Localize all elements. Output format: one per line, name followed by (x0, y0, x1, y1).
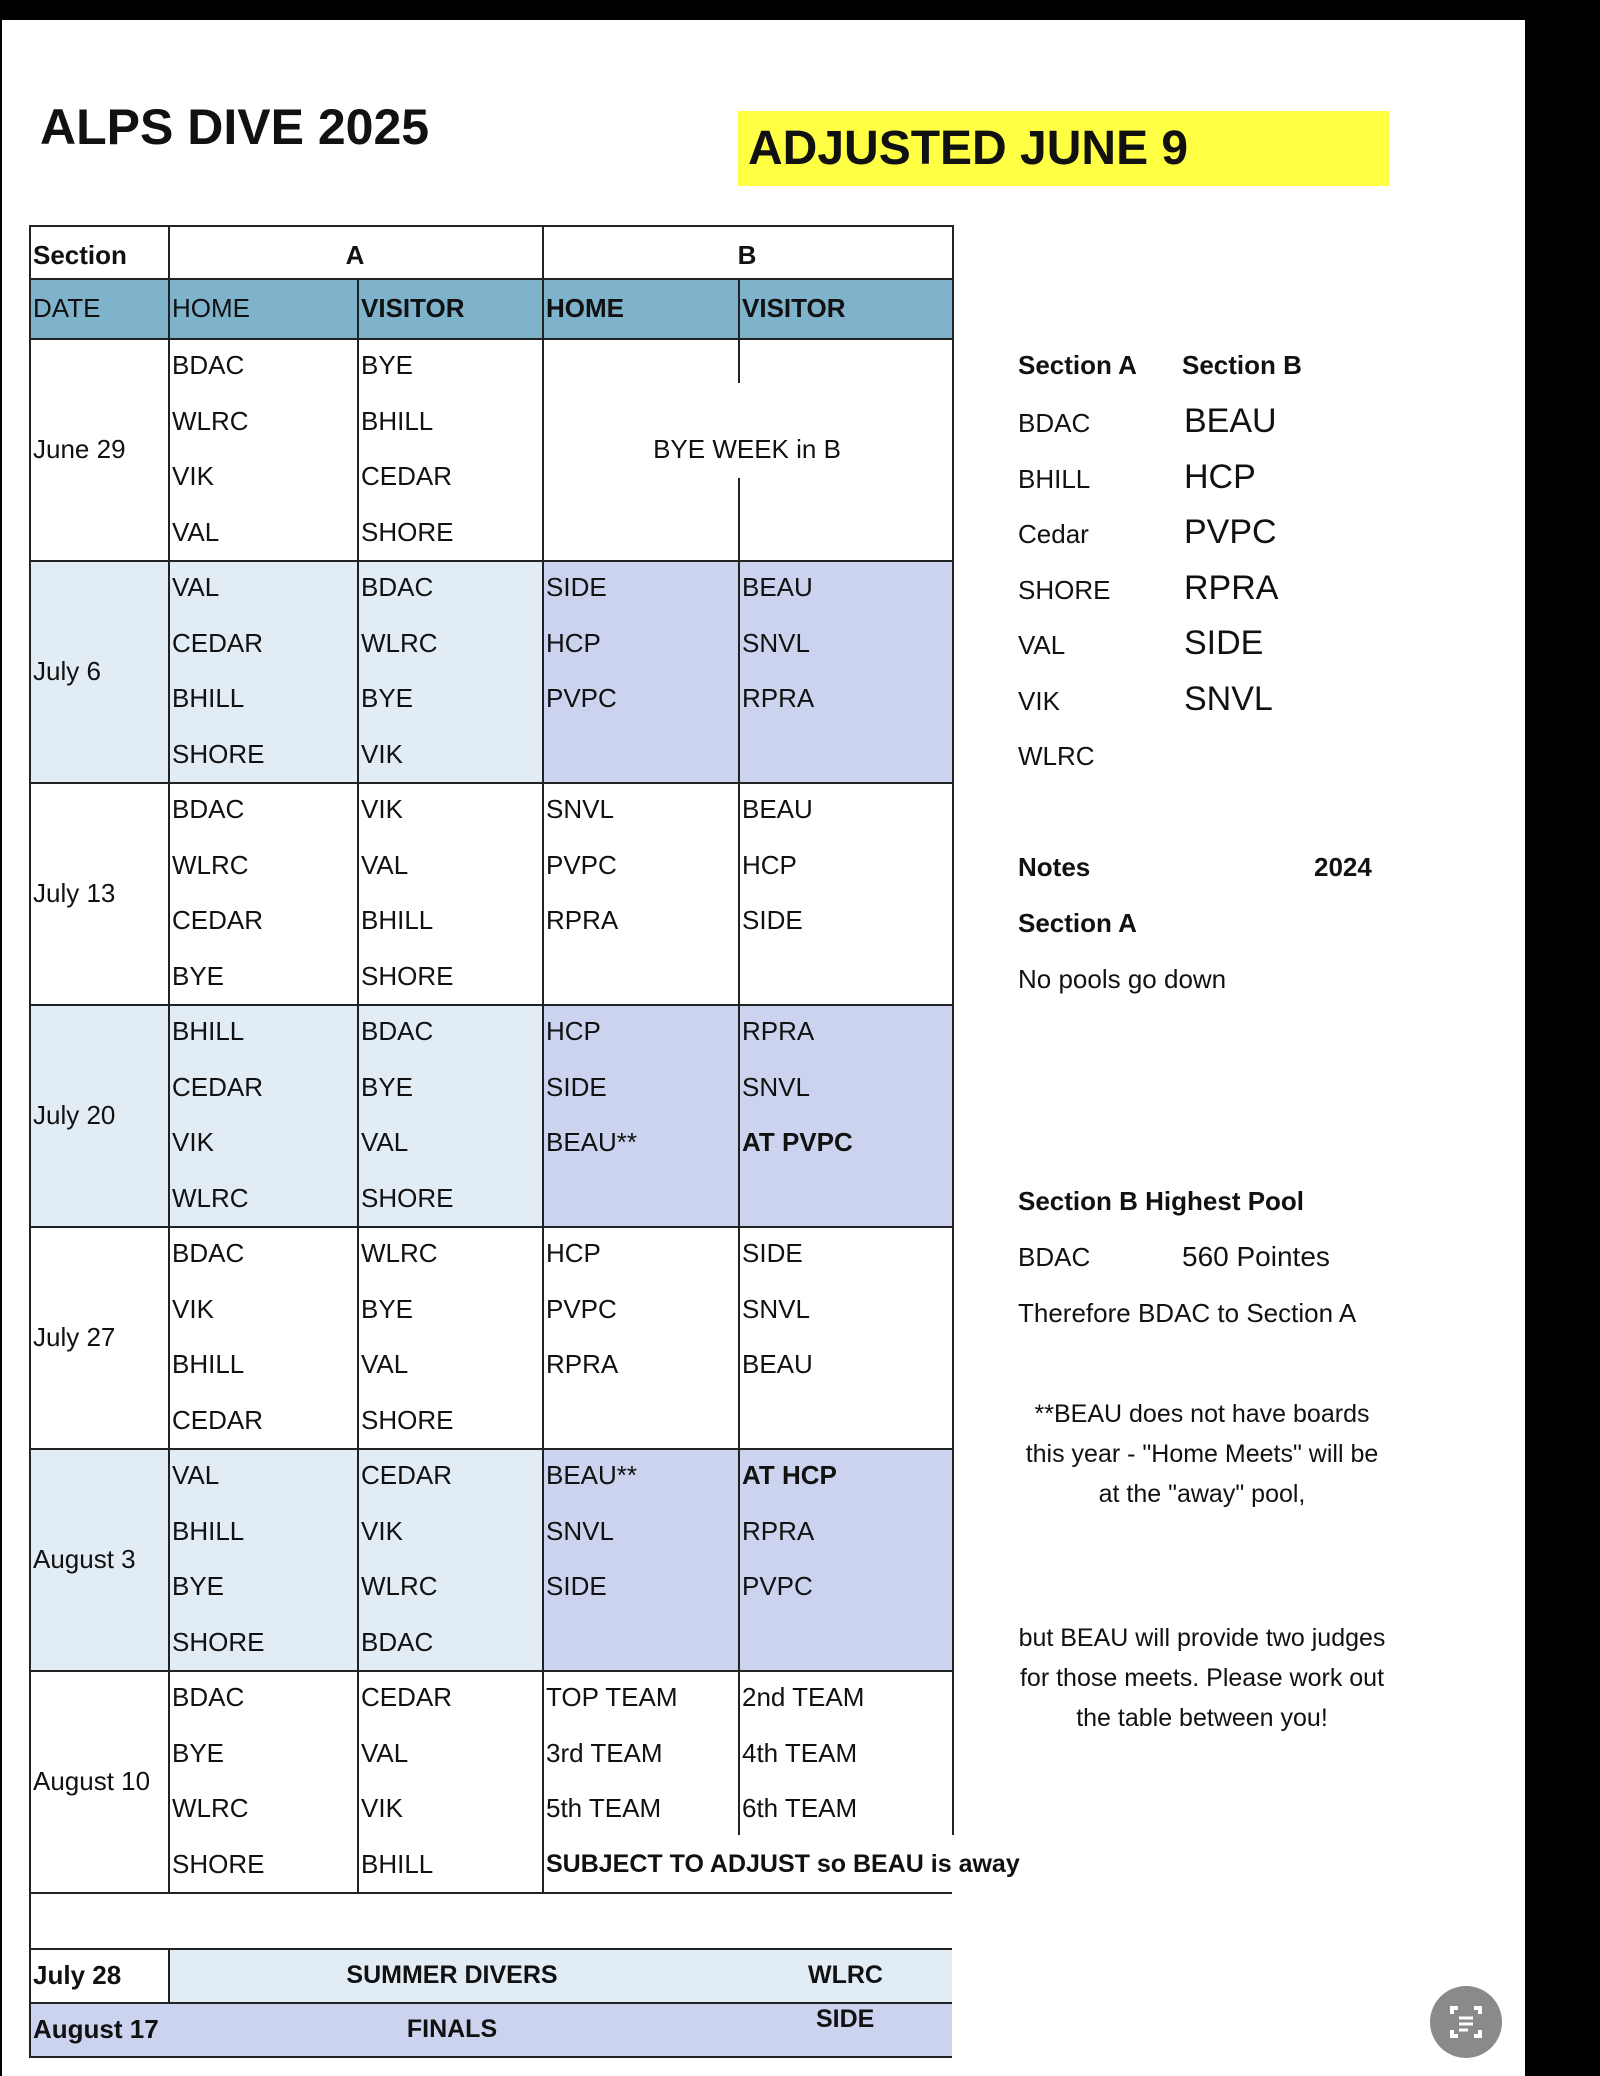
section-a-visitor-team: VIK (361, 739, 403, 769)
special-event-host: SIDE (816, 2005, 875, 2033)
document-title: ALPS DIVE 2025 (40, 99, 430, 155)
table-rule (168, 1948, 170, 2002)
section-b-visitor-team: BEAU (742, 1349, 813, 1379)
section-a-visitor-team: WLRC (361, 1571, 438, 1601)
section-a-pool: VAL (1018, 630, 1066, 660)
section-a-pool: Cedar (1018, 519, 1089, 549)
notes-section-a-label: Section A (1018, 908, 1137, 938)
section-b-visitor-team: HCP (742, 850, 797, 880)
section-a-shade (29, 560, 542, 782)
table-rule (738, 278, 740, 338)
visitor-column-header: VISITOR (361, 293, 465, 323)
section-b-visitor-team: SNVL (742, 1294, 810, 1324)
special-event-date: August 17 (33, 2014, 159, 2044)
notes-section-b-label: Section B Highest Pool (1018, 1186, 1305, 1216)
section-b-visitor-team: SNVL (742, 628, 810, 658)
section-a-home-team: SHORE (172, 739, 265, 769)
section-b-pool: HCP (1184, 457, 1256, 496)
section-b-home-team: SIDE (546, 1072, 607, 1102)
section-a-visitor-team: VAL (361, 850, 409, 880)
week-date: July 6 (33, 656, 101, 686)
section-b-home-team: RPRA (546, 1349, 619, 1379)
section-a-visitor-team: BYE (361, 1072, 414, 1102)
section-b-home-team: SIDE (546, 572, 607, 602)
section-b-pool: RPRA (1184, 568, 1279, 607)
section-a-home-team: VIK (172, 1294, 214, 1324)
section-b-home-team: SNVL (546, 794, 614, 824)
section-a-home-team: WLRC (172, 850, 249, 880)
adjusted-date-banner: ADJUSTED JUNE 9 (738, 111, 1389, 186)
section-b-visitor-team: 6th TEAM (742, 1793, 858, 1823)
week-date: August 3 (33, 1544, 136, 1574)
table-rule (29, 225, 31, 1892)
week-date: July 20 (33, 1100, 116, 1130)
table-rule (738, 478, 740, 560)
section-a-visitor-team: BDAC (361, 572, 434, 602)
section-a-pool: BDAC (1018, 408, 1091, 438)
section-b-pool: BEAU (1184, 402, 1277, 440)
special-event-name: FINALS (406, 2015, 498, 2043)
section-a-home-team: VAL (172, 1460, 220, 1490)
section-b-home-team: TOP TEAM (546, 1682, 678, 1712)
section-b-home-team: 3rd TEAM (546, 1738, 663, 1768)
section-a-home-team: BHILL (172, 1349, 245, 1379)
section-b-visitor-team: SIDE (742, 905, 803, 935)
section-a-home-team: BDAC (172, 1682, 245, 1712)
table-rule (29, 1892, 952, 1894)
week-date: June 29 (33, 434, 126, 464)
section-b-visitor-team: 4th TEAM (742, 1738, 858, 1768)
section-a-list-header: Section A (1018, 350, 1137, 380)
section-a-visitor-team: VIK (361, 1793, 403, 1823)
adjust-note: SUBJECT TO ADJUST so BEAU is away (546, 1850, 1020, 1878)
section-b-home-team: HCP (546, 1238, 601, 1268)
section-b-home-team: SIDE (546, 1571, 607, 1601)
section-b-list-header: Section B (1182, 350, 1302, 380)
highest-pool-name: BDAC (1018, 1242, 1091, 1272)
section-a-visitor-team: VAL (361, 1738, 409, 1768)
section-a-home-team: VAL (172, 517, 220, 547)
section-b-home-team: PVPC (546, 850, 617, 880)
table-rule (738, 338, 740, 383)
section-a-visitor-team: VIK (361, 1516, 403, 1546)
section-b-visitor-team: BEAU (742, 572, 813, 602)
section-a-visitor-team: SHORE (361, 961, 454, 991)
section-a-home-team: BHILL (172, 1016, 245, 1046)
table-rule (357, 278, 359, 1892)
home-column-header: HOME (546, 293, 624, 323)
section-a-visitor-team: VAL (361, 1349, 409, 1379)
section-b-visitor-team: RPRA (742, 683, 815, 713)
section-a-home-team: BYE (172, 1738, 225, 1768)
section-a-home-team: CEDAR (172, 905, 264, 935)
section-a-visitor-team: SHORE (361, 1405, 454, 1435)
section-a-visitor-team: BHILL (361, 406, 434, 436)
section-b-home-team: RPRA (546, 905, 619, 935)
date-column-header: DATE (33, 293, 101, 323)
visitor-column-header: VISITOR (742, 293, 846, 323)
section-header-label: Section (33, 240, 127, 270)
table-rule (29, 1892, 31, 2056)
table-rule (738, 560, 740, 1835)
section-a-visitor-team: CEDAR (361, 1682, 453, 1712)
section-a-visitor-team: CEDAR (361, 1460, 453, 1490)
section-b-visitor-team: RPRA (742, 1516, 815, 1546)
section-a-visitor-team: SHORE (361, 517, 454, 547)
section-b-visitor-team: SIDE (742, 1238, 803, 1268)
section-a-home-team: BHILL (172, 683, 245, 713)
section-b-visitor-team: PVPC (742, 1571, 813, 1601)
section-b-visitor-team: SNVL (742, 1072, 810, 1102)
table-rule (542, 225, 544, 1892)
section-a-home-team: CEDAR (172, 628, 264, 658)
week-date: August 10 (33, 1766, 151, 1796)
section-b-home-team: SNVL (546, 1516, 614, 1546)
section-a-home-team: BYE (172, 1571, 225, 1601)
notes-year: 2024 (1314, 852, 1372, 882)
scan-text-icon (1430, 1986, 1502, 2058)
section-a-visitor-team: WLRC (361, 1238, 438, 1268)
section-a-pool: BHILL (1018, 463, 1091, 494)
section-a-home-team: VIK (172, 461, 214, 491)
scan-text-button[interactable] (1430, 1986, 1502, 2058)
section-b-home-team: BEAU** (546, 1460, 638, 1490)
section-b-pool: SNVL (1184, 679, 1273, 718)
table-rule (29, 2002, 952, 2004)
beau-note-judges: but BEAU will provide two judges for those meets. Please work out the table between you! (1018, 1624, 1386, 1732)
section-a-visitor-team: CEDAR (361, 461, 453, 491)
section-b-pool: PVPC (1184, 513, 1277, 551)
section-a-home-team: BDAC (172, 794, 245, 824)
section-a-visitor-team: BYE (361, 350, 414, 380)
section-a-visitor-team: BDAC (361, 1627, 434, 1657)
section-a-home-team: SHORE (172, 1627, 265, 1657)
special-event-name: SUMMER DIVERS (346, 1961, 558, 1989)
notes-label: Notes (1018, 852, 1091, 882)
special-event-date: July 28 (33, 1960, 122, 1990)
section-a-home-team: WLRC (172, 1793, 249, 1823)
section-a-header: A (345, 240, 365, 270)
section-b-visitor-team: RPRA (742, 1016, 815, 1046)
table-rule (168, 225, 170, 1892)
highest-pool-points: 560 Pointes (1182, 1241, 1330, 1272)
section-a-visitor-team: VIK (361, 794, 403, 824)
section-a-home-team: VAL (172, 572, 220, 602)
section-b-visitor-team: BEAU (742, 794, 813, 824)
notes-section-a-text: No pools go down (1018, 964, 1227, 994)
week-date: July 27 (33, 1322, 116, 1352)
table-rule (952, 225, 954, 1835)
section-a-home-team: SHORE (172, 1849, 265, 1879)
section-a-pool: WLRC (1018, 741, 1095, 771)
section-b-home-team: PVPC (546, 1294, 617, 1324)
section-a-visitor-team: BHILL (361, 1849, 434, 1879)
section-b-visitor-team: AT HCP (742, 1460, 837, 1490)
section-a-home-team: BDAC (172, 1238, 245, 1268)
section-a-pool: VIK (1018, 685, 1060, 716)
section-b-pool: SIDE (1184, 624, 1264, 662)
beau-note: **BEAU does not have boards this year - "Home Meets" will be at the "away" pool, (1025, 1400, 1379, 1508)
section-a-visitor-team: SHORE (361, 1183, 454, 1213)
section-a-home-team: VIK (172, 1127, 214, 1157)
section-b-home-team: 5th TEAM (546, 1793, 662, 1823)
section-a-visitor-team: VAL (361, 1127, 409, 1157)
week-date: July 13 (33, 878, 116, 908)
section-a-visitor-team: BHILL (361, 905, 434, 935)
section-a-home-team: BDAC (172, 350, 245, 380)
section-a-visitor-team: WLRC (361, 628, 438, 658)
section-a-home-team: WLRC (172, 1183, 249, 1213)
section-b-header: B (737, 240, 757, 270)
section-b-home-team: HCP (546, 628, 601, 658)
special-event-host: WLRC (808, 1961, 883, 1989)
document-page (2, 20, 1525, 2076)
table-rule (29, 2056, 952, 2058)
section-a-home-team: CEDAR (172, 1072, 264, 1102)
section-a-visitor-team: BYE (361, 683, 414, 713)
section-b-home-team: BEAU** (546, 1127, 638, 1157)
section-a-home-team: WLRC (172, 406, 249, 436)
section-a-pool: SHORE (1018, 574, 1111, 605)
section-b-visitor-team: AT PVPC (742, 1127, 853, 1157)
section-b-visitor-team: 2nd TEAM (742, 1682, 865, 1712)
home-column-header: HOME (172, 293, 250, 323)
section-b-home-team: PVPC (546, 683, 617, 713)
section-a-visitor-team: BYE (361, 1294, 414, 1324)
section-a-home-team: CEDAR (172, 1405, 264, 1435)
section-b-home-team: HCP (546, 1016, 601, 1046)
section-a-visitor-team: BDAC (361, 1016, 434, 1046)
section-a-home-team: BHILL (172, 1516, 245, 1546)
notes-conclusion: Therefore BDAC to Section A (1018, 1298, 1357, 1328)
section-a-home-team: BYE (172, 961, 225, 991)
bye-week-note: BYE WEEK in B (653, 434, 841, 464)
